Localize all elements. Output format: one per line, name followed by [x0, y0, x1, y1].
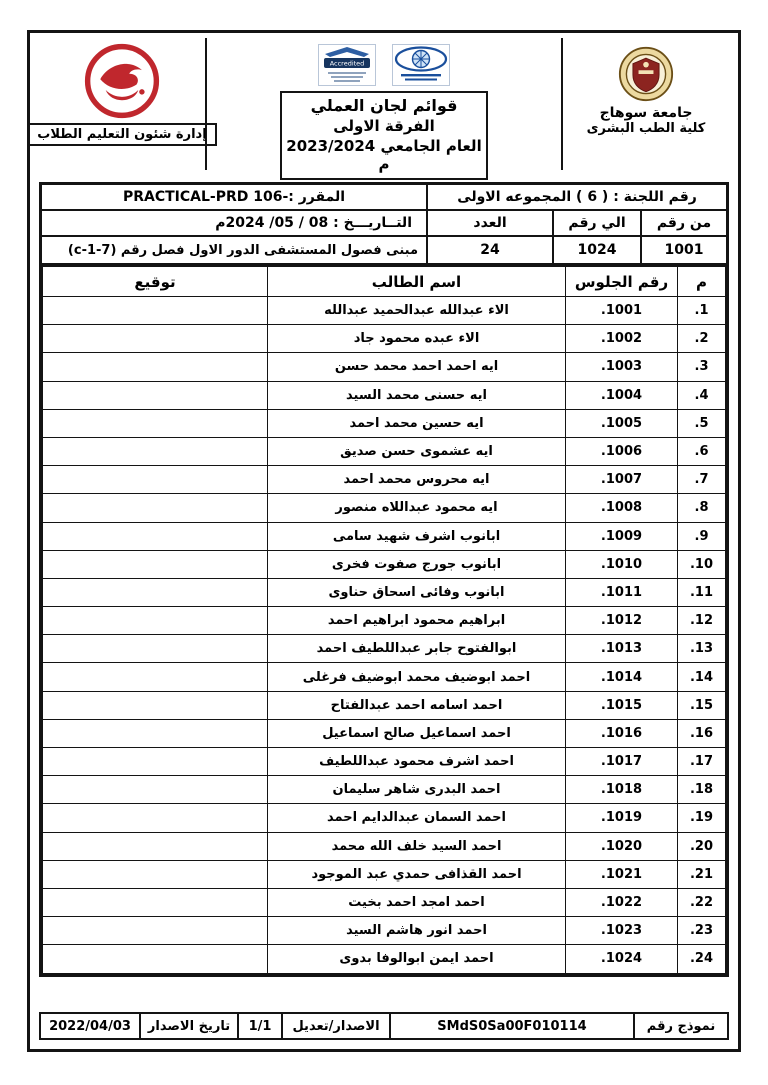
student-name-cell: الاء عبده محمود جاد [268, 325, 566, 353]
student-name-cell: احمد اسماعيل صالح اسماعيل [268, 719, 566, 747]
seat-number-cell: 1021. [566, 860, 678, 888]
index-cell: 5. [678, 409, 726, 437]
student-name-cell: ايه عشموى حسن صديق [268, 437, 566, 465]
table-row [43, 776, 726, 804]
student-name-cell: ايه محروس محمد احمد [268, 466, 566, 494]
student-name-cell: ابانوب جورج صفوت فخرى [268, 550, 566, 578]
table-row [43, 804, 726, 832]
signature-cell [43, 719, 268, 747]
student-name-cell: ايه حسنى محمد السيد [268, 381, 566, 409]
student-name-cell: احمد امجد احمد بخيت [268, 888, 566, 916]
student-name-cell: ابانوب اشرف شهيد سامى [268, 522, 566, 550]
signature-cell [43, 466, 268, 494]
seat-number-cell: 1016. [566, 719, 678, 747]
index-cell: 22. [678, 888, 726, 916]
signature-cell [43, 945, 268, 973]
issue-date-value: 2022/04/03 [49, 1018, 131, 1034]
index-cell: 15. [678, 691, 726, 719]
signature-cell [43, 550, 268, 578]
table-row [43, 635, 726, 663]
signature-cell [43, 691, 268, 719]
count-value-cell: 24 [426, 237, 552, 263]
student-name-cell: ابراهيم محمود ابراهيم احمد [268, 607, 566, 635]
index-cell: 14. [678, 663, 726, 691]
table-row [43, 437, 726, 465]
to-label-cell: الي رقم [552, 211, 640, 237]
seat-number-cell: 1005. [566, 409, 678, 437]
seat-number-cell: 1009. [566, 522, 678, 550]
signature-column-header: توقيع [43, 267, 268, 297]
form-number-label: نموذج رقم [633, 1014, 727, 1038]
index-column-header: م [678, 267, 726, 297]
index-cell: 3. [678, 353, 726, 381]
document-title-box [280, 91, 488, 180]
signature-cell [43, 409, 268, 437]
signature-cell [43, 860, 268, 888]
faculty-name: كلية الطب البشرى [586, 121, 706, 136]
table-row [43, 550, 726, 578]
student-name-cell: ايه احمد احمد محمد حسن [268, 353, 566, 381]
signature-cell [43, 748, 268, 776]
exam-location-cell: مبنى فصول المستشفى الدور الاول فصل رقم (c-1-7) [67, 242, 418, 258]
index-cell: 12. [678, 607, 726, 635]
signature-cell [43, 917, 268, 945]
table-row [43, 888, 726, 916]
table-row [43, 522, 726, 550]
exam-date-cell: التــاريـــخ : 08 / 05/ 2024م [42, 211, 426, 237]
index-cell: 18. [678, 776, 726, 804]
index-cell: 19. [678, 804, 726, 832]
student-name-cell: احمد ابوضيف محمد ابوضيف فرغلى [268, 663, 566, 691]
signature-cell [43, 804, 268, 832]
iso-globe-badge-icon [392, 44, 450, 86]
index-cell: 17. [678, 748, 726, 776]
seat-number-cell: 1012. [566, 607, 678, 635]
seat-number-cell: 1010. [566, 550, 678, 578]
table-row [43, 353, 726, 381]
student-name-cell: احمد انور هاشم السيد [268, 917, 566, 945]
table-row [43, 748, 726, 776]
seat-number-cell: 1006. [566, 437, 678, 465]
index-cell: 13. [678, 635, 726, 663]
table-row [43, 494, 726, 522]
certification-badges [318, 44, 450, 86]
from-value-cell: 1001 [640, 237, 726, 263]
student-name-cell: احمد السمان عبدالدايم احمد [268, 804, 566, 832]
course-cell: المقرر :-PRACTICAL-PRD 106 [42, 185, 426, 211]
seat-number-cell: 1003. [566, 353, 678, 381]
university-section [561, 38, 729, 170]
student-name-cell: ابوالفتوح جابر عبداللطيف احمد [268, 635, 566, 663]
index-cell: 21. [678, 860, 726, 888]
signature-cell [43, 888, 268, 916]
table-row [43, 832, 726, 860]
to-value-cell: 1024 [552, 237, 640, 263]
table-row [43, 409, 726, 437]
student-name-cell: الاء عبدالله عبدالحميد عبدالله [268, 297, 566, 325]
table-row [43, 719, 726, 747]
accreditation-badge-label: Accredited [329, 59, 365, 68]
index-cell: 1. [678, 297, 726, 325]
index-cell: 4. [678, 381, 726, 409]
index-cell: 11. [678, 578, 726, 606]
signature-cell [43, 381, 268, 409]
committee-number-cell: رقم اللجنة : ( 6 ) المجموعه الاولى [426, 185, 726, 211]
table-row [43, 607, 726, 635]
document-frame [27, 30, 741, 1052]
index-cell: 23. [678, 917, 726, 945]
count-label-cell: العدد [426, 211, 552, 237]
students-table-header-row [43, 267, 726, 297]
signature-cell [43, 776, 268, 804]
student-name-cell: ايه حسين محمد احمد [268, 409, 566, 437]
revision-label: الاصدار/تعديل [281, 1014, 389, 1038]
table-row [43, 381, 726, 409]
document-header [37, 38, 729, 173]
table-row [43, 578, 726, 606]
index-cell: 24. [678, 945, 726, 973]
signature-cell [43, 437, 268, 465]
student-name-cell: ابانوب وفائى اسحاق حناوى [268, 578, 566, 606]
student-name-cell: احمد ايمن ابوالوفا بدوى [268, 945, 566, 973]
seat-number-cell: 1013. [566, 635, 678, 663]
tables-wrapper [39, 182, 729, 977]
grade-title: الفرقة الاولى [333, 117, 435, 135]
issue-date-label: تاريخ الاصدار [139, 1014, 237, 1038]
seat-number-cell: 1020. [566, 832, 678, 860]
department-section [39, 38, 207, 170]
seat-number-cell: 1017. [566, 748, 678, 776]
seat-number-cell: 1004. [566, 381, 678, 409]
student-name-cell: احمد اشرف محمود عبداللطيف [268, 748, 566, 776]
student-name-cell: ايه محمود عبداللاه منصور [268, 494, 566, 522]
index-cell: 9. [678, 522, 726, 550]
index-cell: 7. [678, 466, 726, 494]
index-cell: 20. [678, 832, 726, 860]
index-cell: 8. [678, 494, 726, 522]
from-label-cell: من رقم [640, 211, 726, 237]
seat-number-cell: 1014. [566, 663, 678, 691]
signature-cell [43, 578, 268, 606]
signature-cell [43, 325, 268, 353]
students-table-body [43, 297, 726, 974]
seat-number-cell: 1001. [566, 297, 678, 325]
table-row [43, 663, 726, 691]
students-table [42, 266, 726, 974]
seat-number-cell: 1007. [566, 466, 678, 494]
signature-cell [43, 522, 268, 550]
seat-number-cell: 1019. [566, 804, 678, 832]
accreditation-badge-icon [318, 44, 376, 86]
form-number-value: SMdS0Sa00F010114 [389, 1014, 633, 1038]
index-cell: 2. [678, 325, 726, 353]
student-name-cell: احمد القذافى حمدي عبد الموجود [268, 860, 566, 888]
signature-cell [43, 353, 268, 381]
university-emblem-icon [618, 46, 674, 102]
seat-number-cell: 1011. [566, 578, 678, 606]
signature-cell [43, 663, 268, 691]
seat-number-cell: 1024. [566, 945, 678, 973]
signature-cell [43, 297, 268, 325]
signature-cell [43, 832, 268, 860]
page-title: قوائم لجان العملي [310, 96, 458, 115]
seat-number-column-header: رقم الجلوس [566, 267, 678, 297]
form-footer [39, 1012, 729, 1040]
student-name-cell: احمد السيد خلف الله محمد [268, 832, 566, 860]
signature-cell [43, 635, 268, 663]
table-row [43, 297, 726, 325]
table-row [43, 325, 726, 353]
title-section [207, 38, 561, 173]
student-name-cell: احمد البدرى شاهر سليمان [268, 776, 566, 804]
table-row [43, 945, 726, 973]
signature-cell [43, 607, 268, 635]
academic-year-title: العام الجامعي 2023/2024 م [286, 137, 482, 173]
seat-number-cell: 1018. [566, 776, 678, 804]
seat-number-cell: 1015. [566, 691, 678, 719]
table-row [43, 917, 726, 945]
department-label: إدارة شئون التعليم الطلاب [27, 123, 216, 146]
university-name: جامعة سوهاج [599, 105, 693, 121]
seat-number-cell: 1008. [566, 494, 678, 522]
seat-number-cell: 1023. [566, 917, 678, 945]
committee-info-table [42, 185, 726, 266]
student-name-column-header: اسم الطالب [268, 267, 566, 297]
table-row [43, 860, 726, 888]
student-name-cell: احمد اسامه احمد عبدالفتاح [268, 691, 566, 719]
table-row [43, 691, 726, 719]
index-cell: 6. [678, 437, 726, 465]
seat-number-cell: 1002. [566, 325, 678, 353]
index-cell: 16. [678, 719, 726, 747]
sohag-university-logo-icon [84, 43, 160, 119]
revision-value: 1/1 [237, 1014, 281, 1038]
table-row [43, 466, 726, 494]
index-cell: 10. [678, 550, 726, 578]
seat-number-cell: 1022. [566, 888, 678, 916]
signature-cell [43, 494, 268, 522]
